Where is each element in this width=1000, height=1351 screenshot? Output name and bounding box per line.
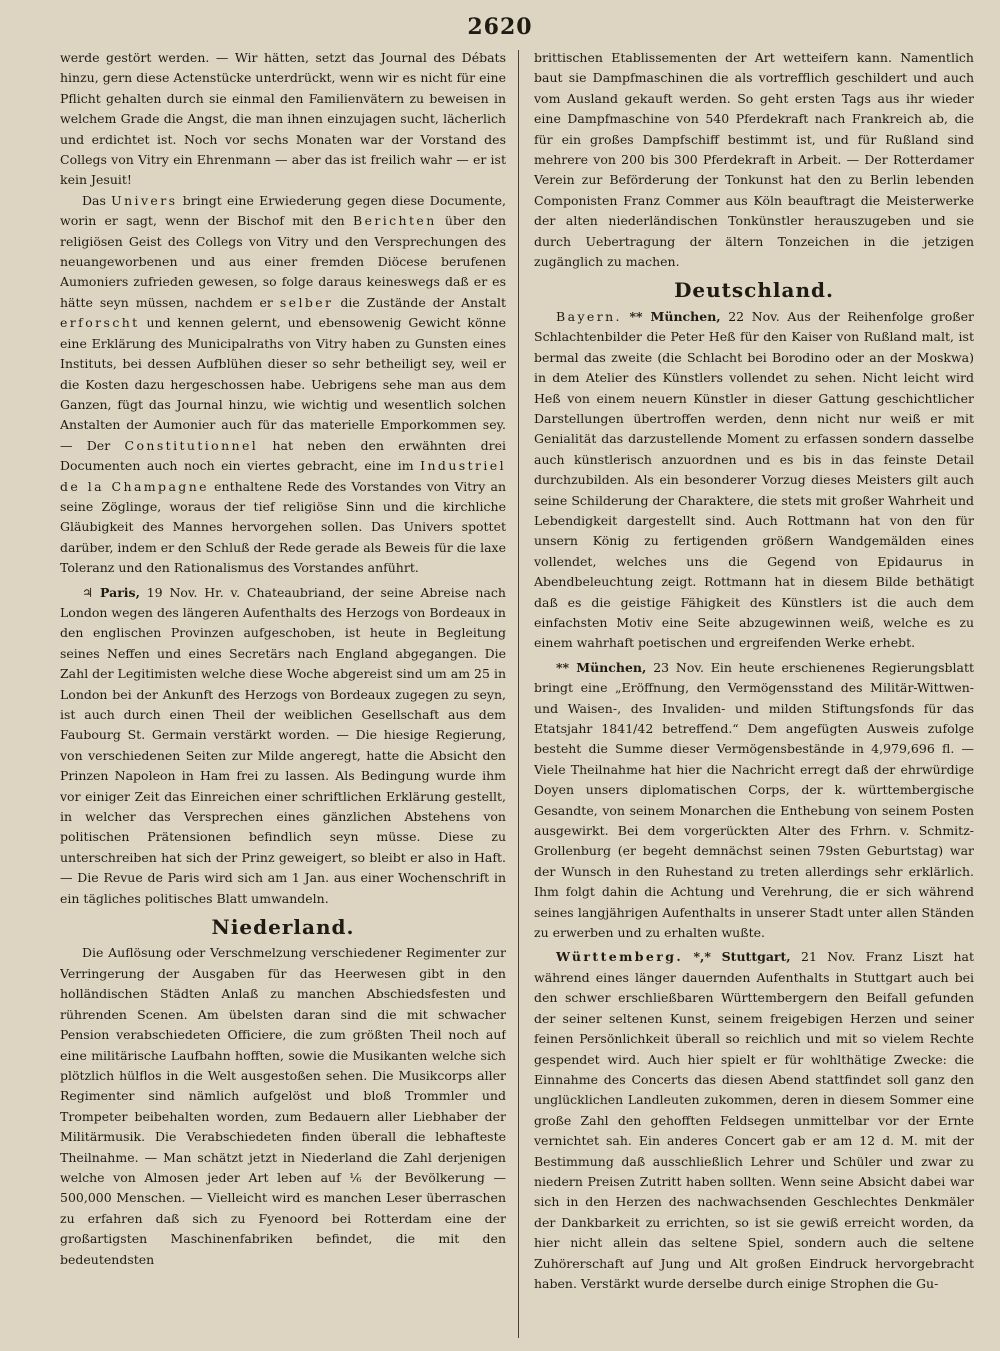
dateline-city: *,* Stuttgart, xyxy=(693,949,791,965)
paragraph-niederland: Die Auflösung oder Verschmelzung verschiedener Regimenter zur Verringerung der Ausgaben für das Heerwesen gibt in den holländischen Städten Anlaß zu manchen Abschiedsfesten und rührenden Scenen. Am übelsten daran sind die mit schwacher Pension verabschiedeten Officiere, die zum größten Theil noch auf eine militärische Laufbahn hofften, sowie die Musikanten welche sich plötzlich hülflos in die Welt ausgestoßen sehen. Die Musikcorps aller Regimenter sind nämlich aufgelöst und bloß Trommler und Trompeter beibehalten worden, zum Bedauern aller Liebhaber der Militärmusik. Die Verabschiedeten finden überall die lebhafteste Theilnahme. — Man schätzt jetzt in Niederland die Zahl derjenigen welche von Almosen jeder Art leben auf ⅙ der Bevölkerung — 500,000 Menschen. — Vielleicht wird es manchen Leser überraschen zu erfahren daß sich zu Fyenoord bei Rotterdam eine der großartigsten Maschinenfabriken befindet, die mit den bedeutendsten xyxy=(60,945,506,1267)
section-heading-deutschland: Deutschland. xyxy=(674,278,834,303)
dateline-city: Paris, xyxy=(100,584,140,600)
paragraph: brittischen Etablissementen der Art wetteifern kann. Namentlich baut sie Dampfmaschinen die als vortrefflich geschildert und auch vom Ausland gekauft werden. So geht ersten Tags aus ihr wieder eine Dampfmaschine von 540 Pferdekraft nach Frankreich ab, die für ein großes Dampfschiff bestimmt ist, und für Rußland sind mehrere von 200 bis 300 Pferdekraft in Arbeit. — Der Rotterdamer Verein zur Beförderung der Tonkunst hat den zu Berlin lebenden Componisten Franz Commer aus Köln beauftragt die Meisterwerke der alten niederländischen Tonkünstler herauszugeben und sie durch Uebertragung der ältern Tonzeichen in die jetzigen zugänglich zu machen. xyxy=(534,50,974,270)
column-divider xyxy=(518,50,519,1338)
dateline-city: ** München, xyxy=(629,308,721,324)
paragraph-stuttgart: Württemberg. *,* Stuttgart, 21 Nov. Franz Liszt hat während eines länger dauernden Aufenthalts in Stuttgart auch bei den schwer erschließbaren Württembergern den Beifall gefunden der seiner seltenen Kunst, seinem freigebigen Herzen und seiner feinen Persönlichkeit überall so reichlich und mit so vielem Rechte gespendet wird. Auch hier spielt er für wohlthätige Zwecke: die Einnahme des Concerts das diesen Abend stattfindet soll ganz den unglücklichen Landleuten zukommen, deren in diesem Sommer eine große Zahl den gehofften Feldsegen unmittelbar vor der Ernte vernichtet sah. Ein anderes Concert gab er am 12 d. M. mit der Bestimmung daß ausschließlich Lehrer und Schüler und zwar zu niedern Preisen Zutritt haben sollten. Wenn seine Absicht dabei war sich in den Herzen des nachwachsenden Geschlechtes Denkmäler der Dankbarkeit zu errichten, so ist sie gewiß erreicht worden, da hier nicht allein das seltene Spiel, sondern auch die seltene Zuhörerschaft auf Jung und Alt großen Eindruck hervorgebracht haben. Verstärkt wurde derselbe durch einige Strophen die Gu- xyxy=(534,949,974,1291)
correspondent-mark: ♃ xyxy=(82,584,94,600)
left-column xyxy=(60,48,506,1340)
page-number: 2620 xyxy=(467,14,533,40)
paragraph-muenchen-22: Bayern. ** München, 22 Nov. Aus der Reihenfolge großer Schlachtenbilder die Peter Heß für den Kaiser von Rußland malt, ist bermal das zweite (die Schlacht bei Borodino oder an der Moskwa) in dem Atelier des Künstlers vollendet zu sehen. Nicht leicht wird Heß von einem neuern Künstler in dieser Gattung geschichtlicher Darstellungen übertroffen werden, denn nicht nur weiß er mit Genialität das darzustellende Moment zu erfassen sondern dasselbe auch künstlerisch anzuordnen und es bis in das feinste Detail durchzubilden. Als ein besonderer Vorzug dieses Meisters gilt auch seine Schilderung der Charaktere, die stets mit großer Wahrheit und Lebendigkeit dargestellt sind. Auch Rottmann hat von den für unsern König zu fertigenden größern Wandgemälden eines vollendet, welches uns die Gegend von Epidaurus in Abendbeleuchtung zeigt. Rottmann hat in diesem Bilde bethätigt daß es die geistige Fähigkeit des Künstlers ist die auch dem einfachsten Motiv eine Seite abzugewinnen weiß, welche es zu einem wahrhaft poetischen und ergreifenden Werke erhebt. xyxy=(534,308,974,651)
dateline-city: ** München, xyxy=(556,659,647,675)
region-label: Bayern. xyxy=(556,308,622,324)
right-column xyxy=(534,48,974,1340)
region-label: Württemberg. xyxy=(556,949,684,965)
paragraph-muenchen-23: ** München, 23 Nov. Ein heute erschienenes Regierungsblatt bringt eine „Eröffnung, den Vermögensstand des Militär-Wittwen- und Waisen-, des Invaliden- und milden Stiftungsfonds für das Etatsjahr 1841/42 betreffend.“ Dem angefügten Ausweis zufolge besteht die Summe dieser Vermögensbestände in 4,979,696 fl. — Viele Theilnahme hat hier die Nachricht erregt daß der ehrwürdige Doyen unsers diplomatischen Corps, der k. württembergische Gesandte, von seinem Monarchen die Enthebung von seinem Posten ausgewirkt. Bei dem vorgerückten Alter des Frhrn. v. Schmitz-Grollenburg (er begeht demnächst seinen 79sten Geburtstag) war der Wunsch in den Ruhestand zu treten allerdings sehr erklärlich. Ihm folgt dahin die Achtung und Verehrung, die er sich während seines langjährigen Aufenthalts in unserer Stadt unter allen Ständen zu erwerben und zu erhalten wußte. xyxy=(534,659,974,941)
paragraph: werde gestört werden. — Wir hätten, setzt das Journal des Débats hinzu, gern diese Actenstücke unterdrückt, wenn wir es nicht für eine Pflicht gehalten durch sie einmal den Familienvätern zu beweisen in welchem Grade die Angst, die man ihnen einzujagen sucht, lächerlich und erdichtet ist. Noch vor sechs Monaten war der Vorstand des Collegs von Vitry ein Ehrenmann — aber das ist freilich wahr — er ist kein Jesuit! xyxy=(60,50,506,188)
section-heading-niederland: Niederland. xyxy=(211,915,355,940)
paragraph-paris: ♃ Paris, 19 Nov. Hr. v. Chateaubriand, der seine Abreise nach London wegen des längeren Aufenthalts des Herzogs von Bordeaux in den englischen Provinzen aufgeschoben, ist heute in Begleitung seines Neffen und eines Secretärs nach England abgegangen. Die Zahl der Legitimisten welche diese Woche abgereist sind um am 25 in London bei der Ankunft des Herzogs von Bordeaux zugegen zu seyn, ist auch durch einen Theil der weiblichen Gesellschaft aus dem Faubourg St. Germain verstärkt worden. — Die hiesige Regierung, von verschiedenen Seiten zur Milde angeregt, hatte die Absicht den Prinzen Napoleon in Ham frei zu lassen. Als Bedingung wurde ihm vor einiger Zeit das Einreichen einer schriftlichen Erklärung gestellt, in welcher das Versprechen eines gänzlichen Abstehens von politischen Prätensionen befindlich seyn müsse. Diese zu unterschreiben hat sich der Prinz geweigert, so bleibt er also in Haft. — Die Revue de Paris wird sich am 1 Jan. aus einer Wochenschrift in ein tägliches politisches Blatt umwandeln. xyxy=(60,584,506,906)
paragraph-univers: Das Univers bringt eine Erwiederung gegen diese Documente, worin er sagt, wenn der Bischof mit den Berichten über den religiösen Geist des Collegs von Vitry und den Versprechungen des neuangeworbenen und aus einer fremden Diöcese berufenen Aumoniers zufrieden gewesen, so folge daraus keineswegs daß er es hätte seyn müssen, nachdem er selber die Zustände der Anstalt erforscht und kennen gelernt, und ebensowenig Gewicht könne eine Erklärung des Municipalraths von Vitry haben zu Gunsten eines Instituts, bei dessen Aufblühen dieser so sehr betheiligt sey, weil er die Kosten dazu hergeschossen habe. Uebrigens sehe man aus dem Ganzen, fügt das Journal hinzu, wie wichtig und wesentlich solchen Anstalten der Aumonier auch für das materielle Emporkommen sey. — Der Constitutionnel hat neben den erwähnten drei Documenten auch noch ein viertes gebracht, eine im Industriel de la Champagne enthaltene Rede des Vorstandes von Vitry an seine Zöglinge, woraus der tief religiöse Sinn und die kirchliche Gläubigkeit des Mannes hervorgehen sollen. Das Univers spottet darüber, indem er den Schluß der Rede gerade als Beweis für die laxe Toleranz und den Rationalismus des Vorstandes anführt. xyxy=(60,192,506,576)
